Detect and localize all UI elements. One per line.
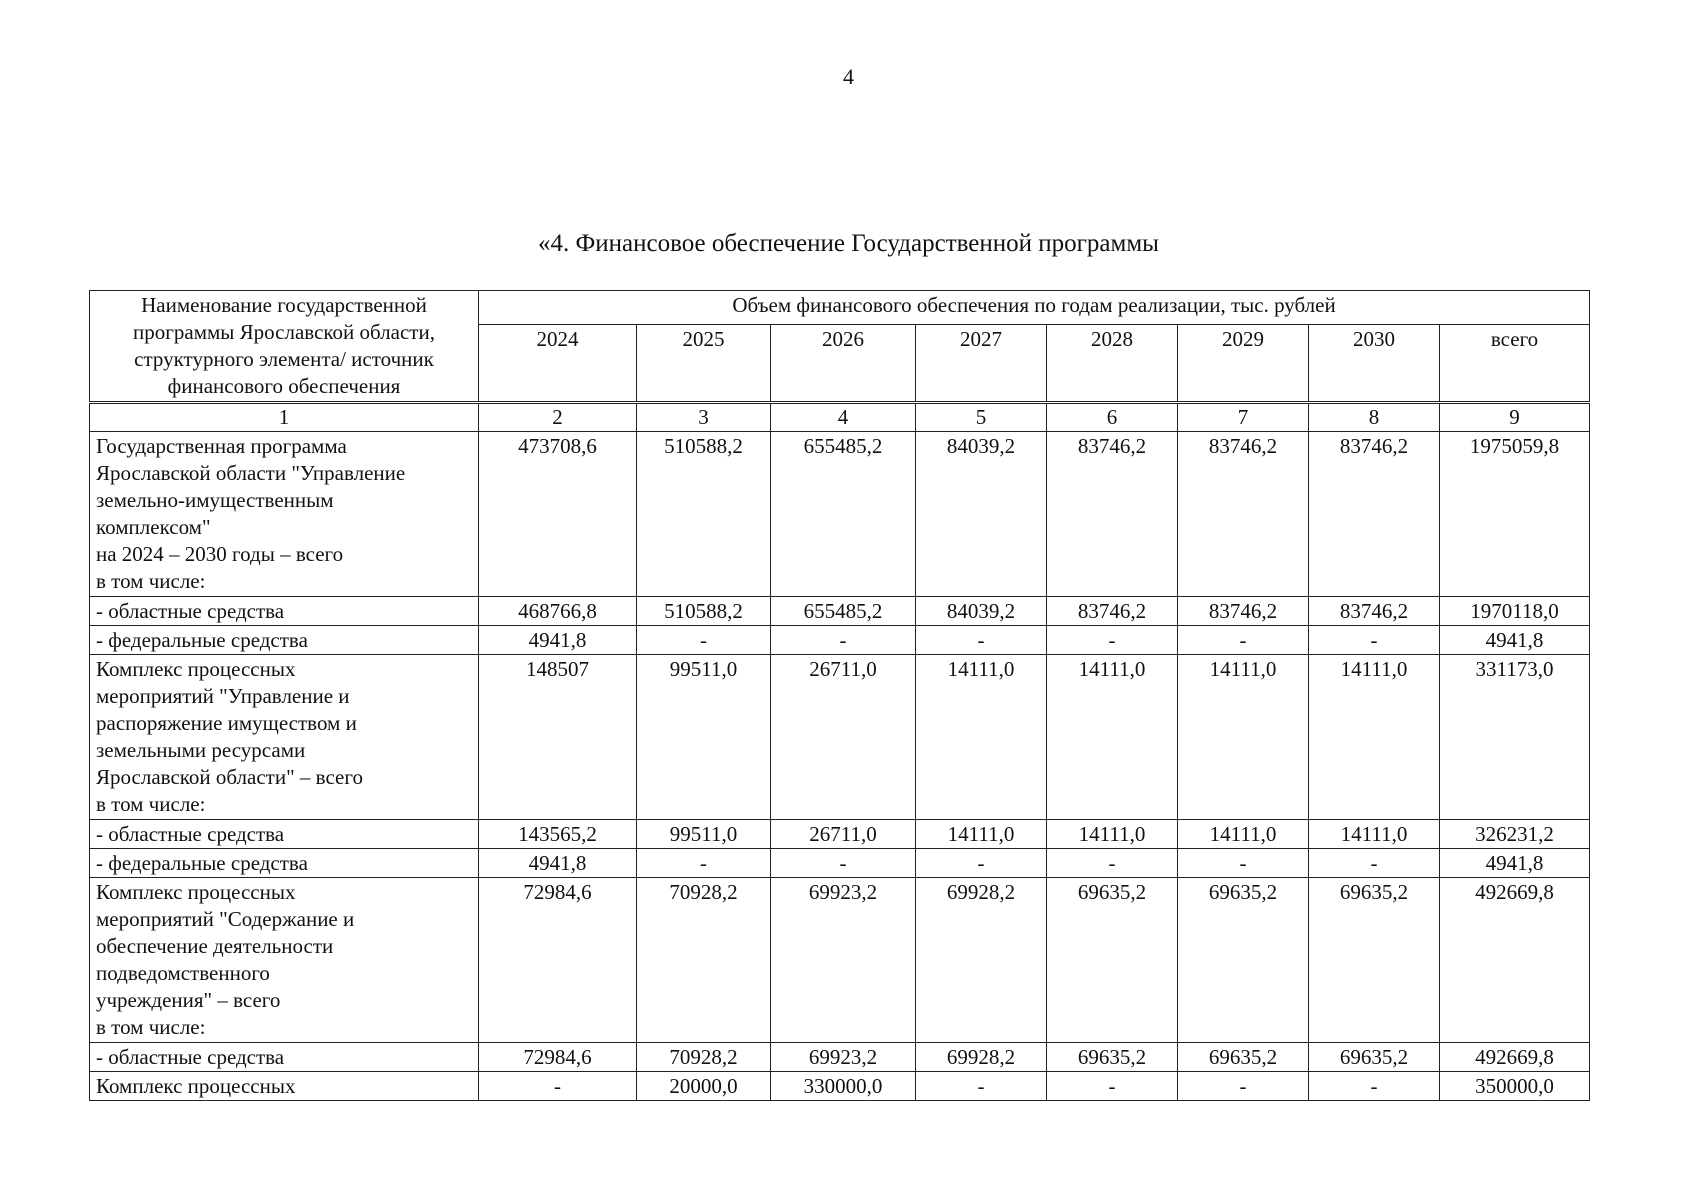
value-cell: 83746,2 bbox=[1047, 432, 1178, 597]
total-cell: 326231,2 bbox=[1440, 820, 1590, 849]
row-label-line: обеспечение деятельности bbox=[96, 934, 334, 958]
table-row bbox=[90, 432, 1590, 597]
row-label bbox=[90, 655, 479, 820]
row-label bbox=[90, 597, 479, 626]
value-cell: - bbox=[771, 626, 916, 655]
value-cell: 473708,6 bbox=[479, 432, 637, 597]
year-header: 2029 bbox=[1178, 325, 1309, 403]
value-cell: 14111,0 bbox=[1047, 655, 1178, 820]
table-row bbox=[90, 655, 1590, 820]
row-label-line: Государственная программа bbox=[96, 434, 347, 458]
value-cell: 83746,2 bbox=[1309, 597, 1440, 626]
table-header bbox=[90, 291, 1590, 403]
value-cell: - bbox=[916, 626, 1047, 655]
row-label bbox=[90, 1043, 479, 1072]
value-cell: 468766,8 bbox=[479, 597, 637, 626]
row-label-line: в том числе: bbox=[96, 792, 206, 816]
row-label bbox=[90, 1072, 479, 1101]
value-cell: 14111,0 bbox=[1178, 655, 1309, 820]
value-cell: - bbox=[1309, 1072, 1440, 1101]
value-cell: - bbox=[1178, 1072, 1309, 1101]
value-cell: 655485,2 bbox=[771, 597, 916, 626]
total-cell: 331173,0 bbox=[1440, 655, 1590, 820]
value-cell: 83746,2 bbox=[1178, 432, 1309, 597]
value-cell: 330000,0 bbox=[771, 1072, 916, 1101]
total-cell: 492669,8 bbox=[1440, 878, 1590, 1043]
value-cell: 99511,0 bbox=[637, 820, 771, 849]
row-label-line: земельно-имущественным bbox=[96, 488, 334, 512]
year-header: 2025 bbox=[637, 325, 771, 403]
funding-volume-header: Объем финансового обеспечения по годам реализации, тыс. рублей bbox=[479, 291, 1590, 325]
total-cell: 492669,8 bbox=[1440, 1043, 1590, 1072]
year-header: 2024 bbox=[479, 325, 637, 403]
value-cell: 69635,2 bbox=[1178, 878, 1309, 1043]
value-cell: 26711,0 bbox=[771, 655, 916, 820]
column-number: 6 bbox=[1047, 403, 1178, 432]
column-number: 9 bbox=[1440, 403, 1590, 432]
row-label-line: мероприятий "Управление и bbox=[96, 684, 350, 708]
row-label-line: Комплекс процессных bbox=[96, 1074, 296, 1098]
value-cell: 4941,8 bbox=[479, 626, 637, 655]
document-title: «4. Финансовое обеспечение Государственной программы bbox=[538, 230, 1159, 257]
value-cell: 69635,2 bbox=[1309, 1043, 1440, 1072]
row-label-line: распоряжение имуществом и bbox=[96, 711, 357, 735]
table-row bbox=[90, 597, 1590, 626]
value-cell: - bbox=[916, 849, 1047, 878]
value-cell: 69635,2 bbox=[1047, 1043, 1178, 1072]
value-cell: 14111,0 bbox=[1047, 820, 1178, 849]
value-cell: 14111,0 bbox=[916, 655, 1047, 820]
column-number: 1 bbox=[90, 403, 479, 432]
row-label-line: учреждения" – всего bbox=[96, 988, 281, 1012]
value-cell: 69928,2 bbox=[916, 878, 1047, 1043]
row-label-line: мероприятий "Содержание и bbox=[96, 907, 355, 931]
value-cell: 83746,2 bbox=[1309, 432, 1440, 597]
value-cell: - bbox=[637, 626, 771, 655]
column-number: 2 bbox=[479, 403, 637, 432]
total-cell: 4941,8 bbox=[1440, 626, 1590, 655]
row-label-line: - областные средства bbox=[96, 1045, 285, 1069]
total-cell: 350000,0 bbox=[1440, 1072, 1590, 1101]
value-cell: 70928,2 bbox=[637, 1043, 771, 1072]
column-number: 4 bbox=[771, 403, 916, 432]
row-label-line: - федеральные средства bbox=[96, 628, 308, 652]
value-cell: 70928,2 bbox=[637, 878, 771, 1043]
row-label-line: - областные средства bbox=[96, 822, 285, 846]
year-header: 2028 bbox=[1047, 325, 1178, 403]
value-cell: 148507 bbox=[479, 655, 637, 820]
column-number: 5 bbox=[916, 403, 1047, 432]
column-number: 8 bbox=[1309, 403, 1440, 432]
value-cell: 69635,2 bbox=[1309, 878, 1440, 1043]
row-label bbox=[90, 820, 479, 849]
row-label-line: Ярославской области" – всего bbox=[96, 765, 363, 789]
value-cell: 655485,2 bbox=[771, 432, 916, 597]
year-header: 2027 bbox=[916, 325, 1047, 403]
value-cell: - bbox=[1047, 849, 1178, 878]
total-header: всего bbox=[1440, 325, 1590, 403]
value-cell: - bbox=[1178, 849, 1309, 878]
value-cell: 69928,2 bbox=[916, 1043, 1047, 1072]
total-cell: 1970118,0 bbox=[1440, 597, 1590, 626]
value-cell: 69635,2 bbox=[1178, 1043, 1309, 1072]
value-cell: 510588,2 bbox=[637, 597, 771, 626]
value-cell: 4941,8 bbox=[479, 849, 637, 878]
value-cell: 84039,2 bbox=[916, 432, 1047, 597]
row-label bbox=[90, 878, 479, 1043]
value-cell: 14111,0 bbox=[1309, 820, 1440, 849]
value-cell: 20000,0 bbox=[637, 1072, 771, 1101]
row-label-line: - областные средства bbox=[96, 599, 285, 623]
value-cell: 83746,2 bbox=[1178, 597, 1309, 626]
value-cell: 14111,0 bbox=[916, 820, 1047, 849]
value-cell: 14111,0 bbox=[1309, 655, 1440, 820]
name-column-header: Наименование государственной программы Ярославской области, структурного элемента/ источник финансового обеспечения bbox=[90, 291, 479, 403]
column-number: 7 bbox=[1178, 403, 1309, 432]
value-cell: - bbox=[1309, 849, 1440, 878]
row-label-line: комплексом" bbox=[96, 515, 211, 539]
value-cell: 69635,2 bbox=[1047, 878, 1178, 1043]
value-cell: 26711,0 bbox=[771, 820, 916, 849]
row-label-line: - федеральные средства bbox=[96, 851, 308, 875]
financing-table bbox=[89, 290, 1590, 1101]
value-cell: - bbox=[916, 1072, 1047, 1101]
row-label bbox=[90, 849, 479, 878]
row-label-line: Ярославской области "Управление bbox=[96, 461, 406, 485]
value-cell: 69923,2 bbox=[771, 1043, 916, 1072]
row-label-line: Комплекс процессных bbox=[96, 657, 296, 681]
total-cell: 4941,8 bbox=[1440, 849, 1590, 878]
value-cell: 14111,0 bbox=[1178, 820, 1309, 849]
value-cell: - bbox=[637, 849, 771, 878]
table-row bbox=[90, 878, 1590, 1043]
page-number: 4 bbox=[843, 64, 854, 89]
row-label-line: в том числе: bbox=[96, 569, 206, 593]
row-label-line: земельными ресурсами bbox=[96, 738, 306, 762]
total-cell: 1975059,8 bbox=[1440, 432, 1590, 597]
table-row bbox=[90, 849, 1590, 878]
value-cell: 84039,2 bbox=[916, 597, 1047, 626]
value-cell: 510588,2 bbox=[637, 432, 771, 597]
value-cell: 69923,2 bbox=[771, 878, 916, 1043]
table-row bbox=[90, 626, 1590, 655]
column-number: 3 bbox=[637, 403, 771, 432]
year-header: 2026 bbox=[771, 325, 916, 403]
row-label-line: Комплекс процессных bbox=[96, 880, 296, 904]
row-label-line: подведомственного bbox=[96, 961, 270, 985]
table-row bbox=[90, 820, 1590, 849]
table-body bbox=[90, 403, 1590, 1101]
value-cell: 83746,2 bbox=[1047, 597, 1178, 626]
value-cell: - bbox=[771, 849, 916, 878]
year-header: 2030 bbox=[1309, 325, 1440, 403]
value-cell: - bbox=[1309, 626, 1440, 655]
value-cell: 72984,6 bbox=[479, 878, 637, 1043]
value-cell: - bbox=[1178, 626, 1309, 655]
row-label bbox=[90, 432, 479, 597]
row-label bbox=[90, 626, 479, 655]
table-row bbox=[90, 1043, 1590, 1072]
value-cell: 143565,2 bbox=[479, 820, 637, 849]
row-label-line: в том числе: bbox=[96, 1015, 206, 1039]
value-cell: - bbox=[1047, 626, 1178, 655]
value-cell: - bbox=[1047, 1072, 1178, 1101]
column-numbers-row bbox=[90, 403, 1590, 432]
table-row bbox=[90, 1072, 1590, 1101]
value-cell: 72984,6 bbox=[479, 1043, 637, 1072]
value-cell: 99511,0 bbox=[637, 655, 771, 820]
value-cell: - bbox=[479, 1072, 637, 1101]
row-label-line: на 2024 – 2030 годы – всего bbox=[96, 542, 344, 566]
